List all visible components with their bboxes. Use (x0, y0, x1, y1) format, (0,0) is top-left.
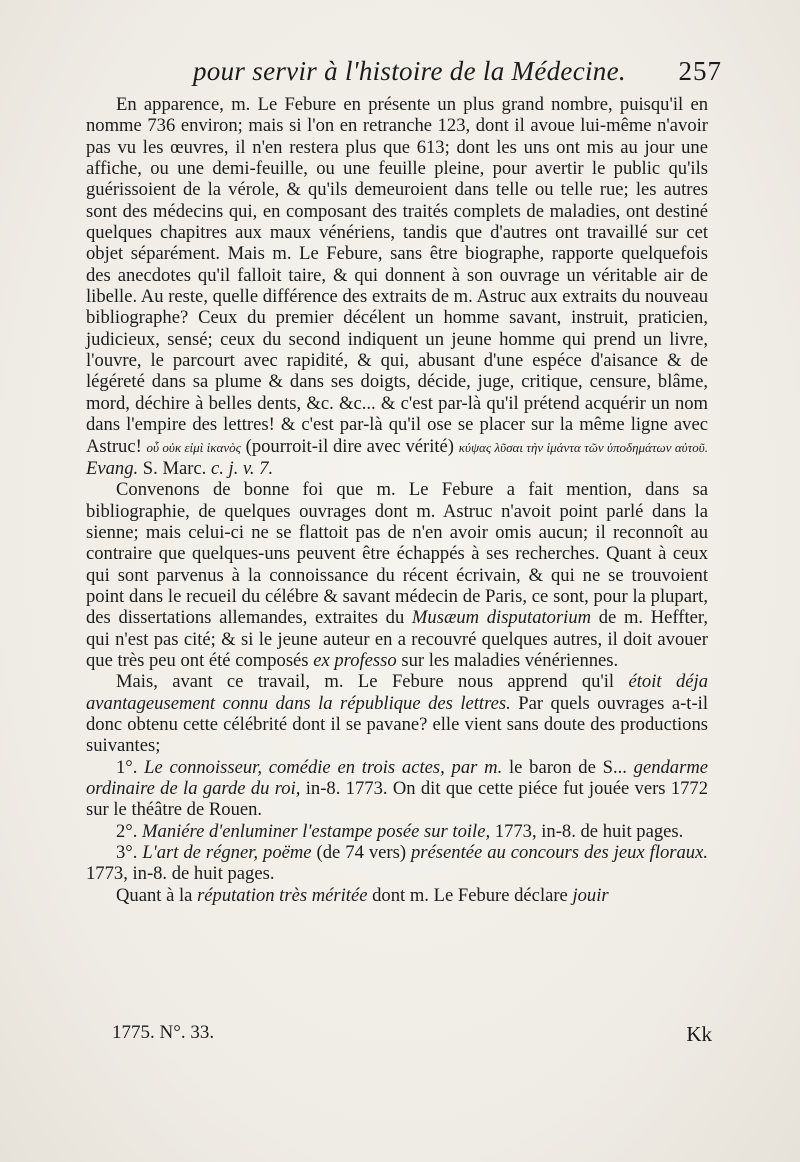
paragraph (86, 671, 708, 756)
page-number: 257 (678, 56, 722, 86)
text-run: le baron de S... (502, 756, 634, 778)
paragraph (86, 821, 708, 842)
text-run: Evang. (86, 457, 139, 479)
text-run: L'art de régner, poëme (142, 842, 312, 864)
text-run: c. j. v. 7. (210, 457, 274, 479)
text-run: Convenons de bonne foi que m. Le Febure a fait mention, dans sa bibliographie, de quelques ouvrages dont m. Astruc n'avoit point parlé dans la sienne; mais celui-ci ne se flattoit pas de n'en avoir omis aucun; il reconnoît au contraire que quelques-uns peuvent être échappés à ses recherches. Quant à ceux qui sont parvenus à la connoissance du récent écrivain, & qui ne se trouvoient point dans le recueil du célébre & savant médecin de Paris, ce sont, pour la plupart, des dissertations allemandes, extraites du (86, 479, 708, 629)
paragraph (86, 757, 708, 821)
footer-line (112, 1022, 712, 1048)
text-run: S. Marc. (138, 457, 211, 479)
text-run: Musæum disputatorium (411, 607, 592, 629)
signature-mark: 1775. N°. 33. (112, 1022, 215, 1043)
text-run: κύψας λῦσαι τὴν ἱμάντα τῶν ὑποδημάτων αὐτοῦ. (458, 439, 709, 455)
text-run: étoit déja avantageusement connu dans la république des lettres. (86, 671, 708, 714)
paragraph (86, 94, 708, 479)
text-run: dont m. Le Febure déclare (367, 884, 573, 906)
text-run: 1773, in-8. de huit pages. (86, 863, 275, 885)
paragraph (86, 842, 708, 885)
text-run: 1773, in-8. de huit pages. (490, 820, 684, 842)
text-run: (pourroit-il dire avec vérité) (240, 435, 459, 457)
text-run: (de 74 vers) (311, 842, 411, 864)
text-run: En apparence, m. Le Febure en présente un plus grand nombre, puisqu'il en nomme 736 environ; mais si l'on en retranche 123, dont il avoue lui-même n'avoir pas vu les œuvres, il n'en restera plus que 613; dont les uns ont mis au jour une affiche, ou une demi-feuille, ou une feuille pleine, pour avertir le public qu'ils guérissoient de la vérole, & qu'ils demeuroient dans telle ou telle rue; les autres sont des médecins qui, en composant des traités complets de maladies, ont destiné quelques chapitres aux maux vénériens, tandis que d'autres ont travaillé sur cet objet séparément. Mais m. Le Febure, sans être biographe, rapporte quelquefois des anecdotes qu'il falloit taire, & qui donnent à son ouvrage un véritable air de libelle. Au reste, quelle différence des extraits de m. Astruc aux extraits du nouveau bibliographe? Ceux du premier décélent un homme savant, instruit, praticien, judicieux, sensé; ceux du second indiquent un jeune homme qui prend un livre, l'ouvre, le parcourt avec rapidité, & qui, abusant d'une espéce d'aisance & de légéreté dans sa plume & dans ses doigts, décide, juge, critique, censure, blâme, mord, déchire à belles dents, &c. &c... & c'est par-là qu'il prétend acquérir un nom dans l'empire des lettres! & c'est par-là qu'il ose se placer sur la même ligne avec Astruc! (86, 94, 708, 457)
text-run: Par quels ouvrages a-t-il donc obtenu cette célébrité dont il se pavane? elle vient sans doute des productions suivantes; (86, 692, 708, 757)
text-run: 1°. (116, 756, 145, 778)
text-run: 3°. (116, 842, 143, 864)
text-run: de m. Heffter, qui n'est pas cité; & si le jeune auteur en a recouvré quelques autres, il doit avouer que très peu ont été composés (86, 607, 708, 671)
text-run: sur les maladies vénériennes. (396, 649, 619, 671)
text-run: in-8. 1773. On dit que cette piéce fut jouée vers 1772 sur le théâtre de Rouen. (86, 778, 709, 821)
body-text (86, 94, 708, 906)
running-title: pour servir à l'histoire de la Médecine. (193, 56, 626, 86)
paragraph (86, 885, 708, 906)
text-run: Quant à la (116, 884, 198, 906)
text-run: réputation très méritée (197, 884, 368, 906)
text-run: jouir (572, 884, 609, 906)
running-header (115, 56, 720, 96)
catchword: Kk (686, 1022, 712, 1046)
text-run: Maniére d'enluminer l'estampe posée sur toile, (142, 820, 491, 842)
text-run: ex professo (313, 649, 397, 671)
text-run: 2°. (116, 820, 143, 842)
paragraph (86, 479, 708, 671)
text-run: gendarme ordinaire de la garde du roi, (86, 756, 709, 799)
text-run: οὗ οὐκ εἰμὶ ἱκανὸς (146, 439, 241, 455)
text-run: Mais, avant ce travail, m. Le Febure nous apprend qu'il (116, 671, 629, 693)
text-run: présentée au concours des jeux floraux. (411, 842, 709, 864)
text-run: Le connoisseur, comédie en trois actes, par m. (144, 756, 503, 778)
